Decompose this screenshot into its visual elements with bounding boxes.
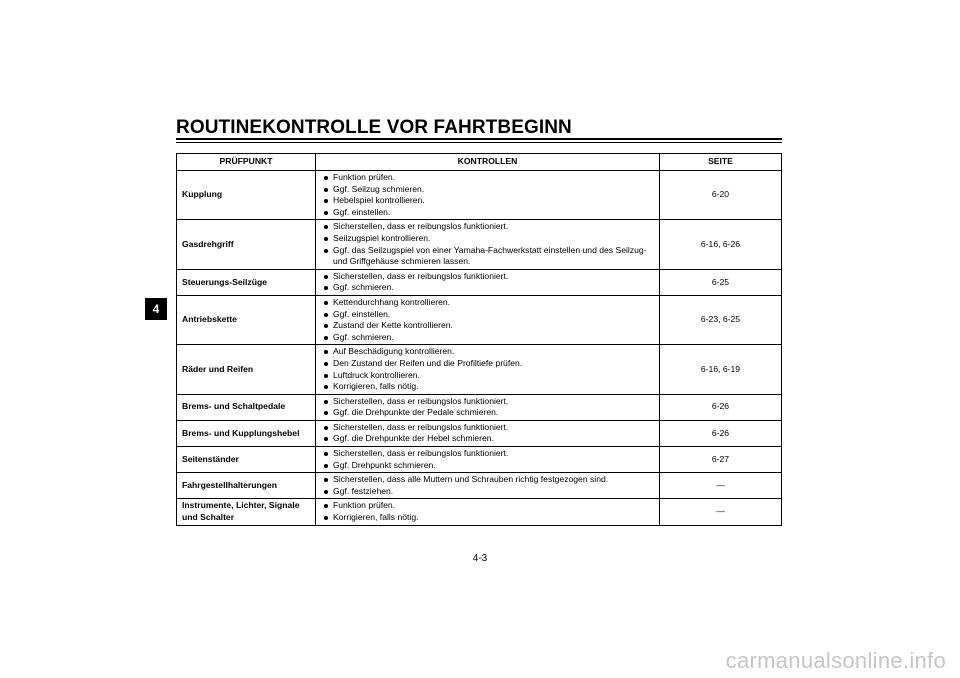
page-ref: 6-23, 6-25 bbox=[660, 295, 782, 344]
table-header-row bbox=[177, 154, 782, 171]
checklist-table bbox=[176, 153, 782, 526]
check-step: Ggf. die Drehpunkte der Pedale schmieren. bbox=[322, 407, 655, 419]
check-step: Ggf. Drehpunkt schmieren. bbox=[322, 460, 655, 472]
chapter-tab: 4 bbox=[145, 298, 167, 320]
check-step: Korrigieren, falls nötig. bbox=[322, 381, 655, 393]
check-step: Ggf. schmieren. bbox=[322, 332, 655, 344]
table-row bbox=[177, 345, 782, 394]
check-step: Sicherstellen, dass er reibungslos funktioniert. bbox=[322, 422, 655, 434]
check-step: Sicherstellen, dass er reibungslos funktioniert. bbox=[322, 221, 655, 233]
page-title: ROUTINEKONTROLLE VOR FAHRTBEGINN bbox=[176, 117, 572, 138]
table-row bbox=[177, 447, 782, 473]
title-rule bbox=[176, 138, 782, 143]
page-ref: — bbox=[660, 499, 782, 525]
check-step: Seilzugspiel kontrollieren. bbox=[322, 233, 655, 245]
table-row bbox=[177, 499, 782, 525]
header-pruefpunkt: PRÜFPUNKT bbox=[177, 154, 316, 171]
check-step: Ggf. das Seilzugspiel von einer Yamaha-Fachwerkstatt einstellen und des Seilzug- und Griffgehäuse schmieren lassen. bbox=[322, 245, 655, 268]
table-row bbox=[177, 295, 782, 344]
page-ref: 6-25 bbox=[660, 269, 782, 295]
page-ref: — bbox=[660, 473, 782, 499]
check-step: Sicherstellen, dass alle Muttern und Schrauben richtig festgezogen sind. bbox=[322, 474, 655, 486]
table-row bbox=[177, 269, 782, 295]
header-kontrollen: KONTROLLEN bbox=[316, 154, 660, 171]
check-step: Korrigieren, falls nötig. bbox=[322, 512, 655, 524]
check-step: Ggf. einstellen. bbox=[322, 309, 655, 321]
page-ref: 6-16, 6-26 bbox=[660, 220, 782, 269]
check-item: Steuerungs-Seilzüge bbox=[177, 269, 316, 295]
check-step: Den Zustand der Reifen und die Profiltiefe prüfen. bbox=[322, 358, 655, 370]
check-step: Ggf. einstellen. bbox=[322, 207, 655, 219]
check-item: Seitenständer bbox=[177, 447, 316, 473]
check-list bbox=[316, 473, 660, 499]
watermark: carmanualsonline.info bbox=[725, 648, 946, 673]
page-ref: 6-26 bbox=[660, 394, 782, 420]
page-number: 4-3 bbox=[472, 553, 488, 564]
check-item: Kupplung bbox=[177, 171, 316, 220]
check-step: Funktion prüfen. bbox=[322, 500, 655, 512]
page-ref: 6-16, 6-19 bbox=[660, 345, 782, 394]
table-row bbox=[177, 394, 782, 420]
check-step: Zustand der Kette kontrollieren. bbox=[322, 320, 655, 332]
check-item: Antriebskette bbox=[177, 295, 316, 344]
check-list bbox=[316, 394, 660, 420]
check-item: Instrumente, Lichter, Signale und Schalter bbox=[177, 499, 316, 525]
check-item: Brems- und Schaltpedale bbox=[177, 394, 316, 420]
check-step: Ggf. festziehen. bbox=[322, 486, 655, 498]
check-step: Auf Beschädigung kontrollieren. bbox=[322, 346, 655, 358]
table-row bbox=[177, 473, 782, 499]
page-ref: 6-20 bbox=[660, 171, 782, 220]
check-step: Ggf. die Drehpunkte der Hebel schmieren. bbox=[322, 433, 655, 445]
check-list bbox=[316, 447, 660, 473]
check-step: Funktion prüfen. bbox=[322, 172, 655, 184]
check-step: Ggf. schmieren. bbox=[322, 282, 655, 294]
check-step: Luftdruck kontrollieren. bbox=[322, 370, 655, 382]
check-step: Kettendurchhang kontrollieren. bbox=[322, 297, 655, 309]
check-list bbox=[316, 171, 660, 220]
table-row bbox=[177, 420, 782, 446]
check-item: Gasdrehgriff bbox=[177, 220, 316, 269]
header-seite: SEITE bbox=[660, 154, 782, 171]
check-item: Fahrgestellhalterungen bbox=[177, 473, 316, 499]
check-step: Hebelspiel kontrollieren. bbox=[322, 195, 655, 207]
check-item: Brems- und Kupplungshebel bbox=[177, 420, 316, 446]
check-step: Sicherstellen, dass er reibungslos funktioniert. bbox=[322, 396, 655, 408]
check-list bbox=[316, 295, 660, 344]
check-step: Sicherstellen, dass er reibungslos funktioniert. bbox=[322, 448, 655, 460]
check-step: Ggf. Seilzug schmieren. bbox=[322, 184, 655, 196]
check-list bbox=[316, 220, 660, 269]
check-step: Sicherstellen, dass er reibungslos funktioniert. bbox=[322, 271, 655, 283]
table-row bbox=[177, 171, 782, 220]
page-ref: 6-26 bbox=[660, 420, 782, 446]
page-ref: 6-27 bbox=[660, 447, 782, 473]
check-list bbox=[316, 499, 660, 525]
check-list bbox=[316, 269, 660, 295]
table-row bbox=[177, 220, 782, 269]
check-list bbox=[316, 345, 660, 394]
check-item: Räder und Reifen bbox=[177, 345, 316, 394]
check-list bbox=[316, 420, 660, 446]
